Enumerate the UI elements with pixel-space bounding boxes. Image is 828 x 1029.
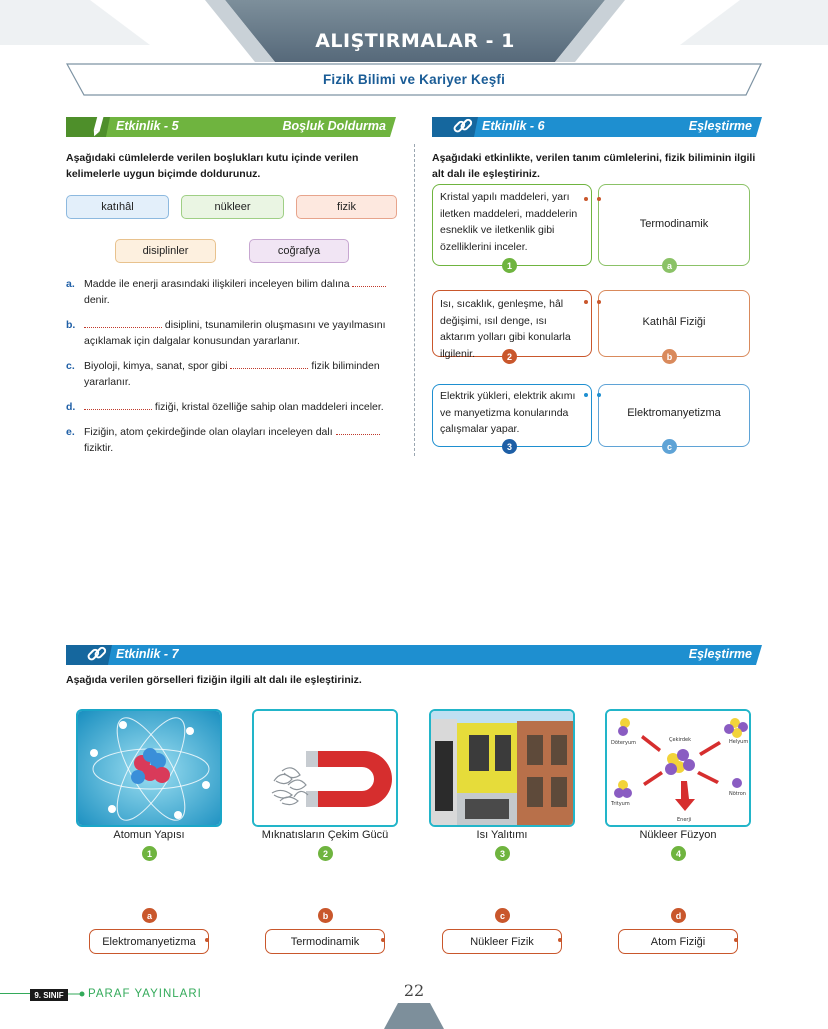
atom-structure-image (78, 711, 222, 827)
activity5-label: Etkinlik - 5 (116, 119, 179, 133)
word-chip-disiplinler: disiplinler (115, 239, 216, 263)
link-dot[interactable] (734, 938, 738, 942)
question-c (66, 358, 398, 390)
chain-link-icon (86, 643, 108, 665)
answer-blank[interactable] (84, 399, 152, 410)
publisher-name: PARAF YAYINLARI (88, 988, 202, 1000)
page-number: 22 (403, 981, 425, 1000)
term-text-b: Katıhâl Fiziği (642, 316, 706, 328)
page-title: ALIŞTIRMALAR - 1 (315, 30, 515, 52)
question-letter: e. (66, 426, 75, 438)
answer-box-d[interactable]: Atom Fiziği (618, 929, 738, 954)
letter-badge-b: b (662, 349, 677, 364)
definition-text-3: Elektrik yükleri, elektrik akımı ve manyetizma konularında çalışmalar yapar. (440, 390, 576, 435)
image-caption-4: Nükleer Füzyon (639, 829, 717, 841)
activity7-type: Eşleştirme (688, 647, 752, 661)
word-chip-fizik: fizik (296, 195, 397, 219)
activity6-instruction: Aşağıdaki etkinlikte, verilen tanım cümlelerini, fizik biliminin ilgili alt dalı ile eşleştiriniz. (432, 152, 756, 180)
activity6-banner (432, 117, 762, 137)
question-text: fizik biliminden yararlanır. (84, 360, 380, 388)
definition-text-1: Kristal yapılı maddeleri, yarı iletken maddeleri, maddelerin esneklik ve iletkenlik gibi özelliklerini inceler. (440, 191, 578, 253)
question-text: fiziği, kristal özelliğe sahip olan maddeleri inceler. (154, 401, 384, 413)
nucleus-label: Çekirdek (669, 737, 691, 743)
answer-letter-c: c (495, 908, 510, 923)
link-dot[interactable] (597, 197, 601, 201)
image-number-1: 1 (142, 846, 157, 861)
magnet-image (254, 711, 398, 827)
neutron-label: Nötron (729, 791, 746, 797)
column-divider (414, 144, 415, 456)
page-subtitle: Fizik Bilimi ve Kariyer Keşfi (322, 72, 506, 87)
footer-tab (384, 1003, 444, 1029)
footer-arrow (68, 989, 86, 999)
image-caption-2: Mıknatısların Çekim Gücü (261, 829, 389, 841)
image-card-fusion[interactable] (605, 709, 751, 827)
answer-blank[interactable] (336, 424, 380, 435)
image-card-insulation[interactable] (429, 709, 575, 827)
answer-box-a[interactable]: Elektromanyetizma (89, 929, 209, 954)
answer-box-c[interactable]: Nükleer Fizik (442, 929, 562, 954)
link-dot[interactable] (597, 393, 601, 397)
image-number-3: 3 (495, 846, 510, 861)
building-insulation-image (431, 711, 575, 827)
question-d (66, 399, 398, 417)
letter-badge-c: c (662, 439, 677, 454)
question-a (66, 276, 398, 308)
image-number-4: 4 (671, 846, 686, 861)
link-dot[interactable] (597, 300, 601, 304)
activity6-label: Etkinlik - 6 (482, 119, 545, 133)
answer-blank[interactable] (352, 276, 386, 287)
image-caption-1: Atomun Yapısı (113, 829, 185, 841)
activity5-type: Boşluk Doldurma (282, 119, 386, 133)
image-number-2: 2 (318, 846, 333, 861)
footer-rule (0, 993, 30, 994)
word-chip-nukleer: nükleer (181, 195, 284, 219)
term-text-a: Termodinamik (639, 218, 709, 230)
link-dot[interactable] (558, 938, 562, 942)
activity5-banner (66, 117, 396, 137)
question-text: Madde ile enerji arasındaki ilişkileri inceleyen bilim dalına (84, 278, 350, 290)
image-card-magnet[interactable] (252, 709, 398, 827)
question-text: denir. (84, 294, 110, 306)
question-text: disiplini, tsunamilerin oluşmasını ve yayılmasını açıklamak için dalgalar konusundan yararlanır. (84, 319, 386, 347)
word-chip-katihal: katıhâl (66, 195, 169, 219)
definition-text-2: Isı, sıcaklık, genleşme, hâl değişimi, ısıl denge, ısı aktarım yolları gibi konularla ilgilenir. (440, 298, 571, 360)
tritium-label: Trityum (611, 801, 630, 807)
answer-blank[interactable] (230, 358, 308, 369)
link-dot[interactable] (205, 938, 209, 942)
question-letter: c. (66, 360, 75, 372)
answer-letter-a: a (142, 908, 157, 923)
activity7-banner (66, 645, 762, 665)
answer-letter-b: b (318, 908, 333, 923)
activity7-label: Etkinlik - 7 (116, 647, 179, 661)
question-text: fiziktir. (84, 442, 114, 454)
link-dot[interactable] (381, 938, 385, 942)
answer-letter-d: d (671, 908, 686, 923)
activity6-type: Eşleştirme (688, 119, 752, 133)
question-e (66, 424, 398, 456)
energy-label: Enerji (677, 817, 692, 823)
question-b (66, 317, 398, 349)
question-letter: d. (66, 401, 76, 413)
answer-box-b[interactable]: Termodinamik (265, 929, 385, 954)
question-text: Fiziğin, atom çekirdeğinde olan olayları inceleyen dalı (84, 426, 333, 438)
question-letter: a. (66, 278, 75, 290)
question-letter: b. (66, 319, 76, 331)
deuterium-label: Döteryum (611, 740, 636, 746)
answer-blank[interactable] (84, 317, 162, 328)
term-text-c: Elektromanyetizma (627, 407, 721, 419)
number-badge-2: 2 (502, 349, 517, 364)
number-badge-1: 1 (502, 258, 517, 273)
pencil-icon (90, 111, 108, 137)
number-badge-3: 3 (502, 439, 517, 454)
image-caption-3: Isı Yalıtımı (476, 829, 528, 841)
grade-badge: 9. SINIF (30, 989, 68, 1001)
link-dot[interactable] (584, 393, 588, 397)
chain-link-icon (452, 115, 474, 137)
link-dot[interactable] (584, 300, 588, 304)
question-text: Biyoloji, kimya, sanat, spor gibi (84, 360, 228, 372)
word-chip-cografya: coğrafya (249, 239, 349, 263)
link-dot[interactable] (584, 197, 588, 201)
image-card-atom[interactable] (76, 709, 222, 827)
helium-label: Helyum (729, 739, 749, 745)
activity7-instruction: Aşağıda verilen görselleri fiziğin ilgili alt dalı ile eşleştiriniz. (66, 674, 362, 686)
nuclear-fusion-diagram (607, 711, 751, 827)
activity5-instruction: Aşağıdaki cümlelerde verilen boşlukları kutu içinde verilen kelimelerle uygun biçimde doldurunuz. (66, 152, 359, 180)
letter-badge-a: a (662, 258, 677, 273)
